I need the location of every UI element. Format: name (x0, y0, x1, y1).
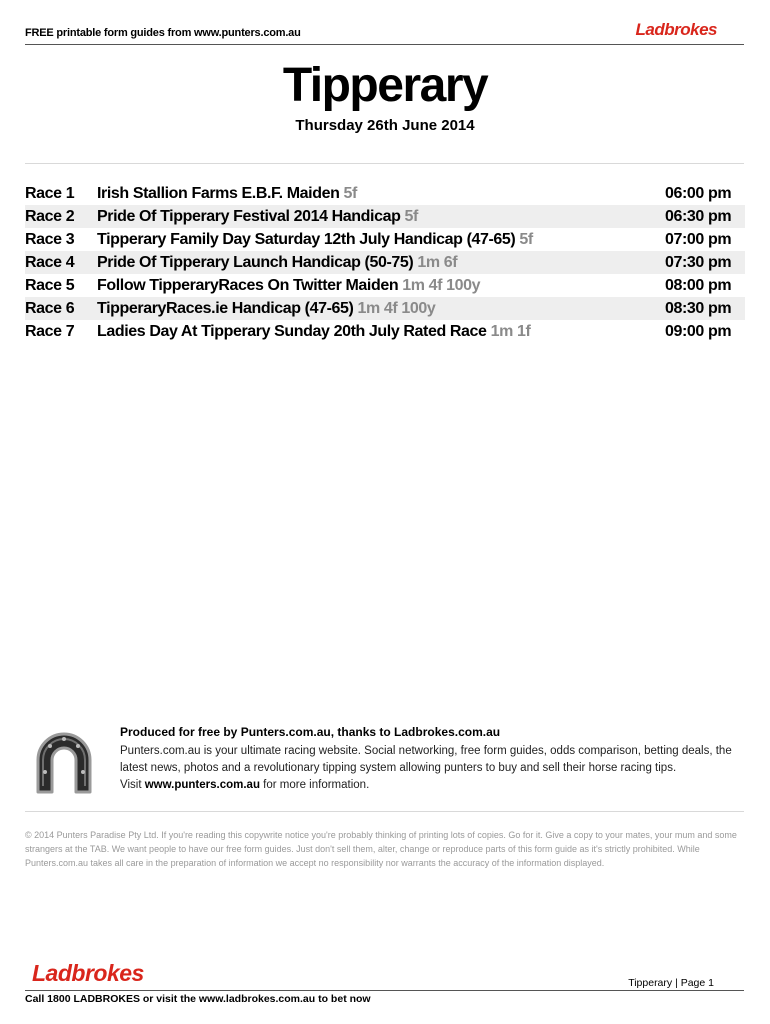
promo-body: Punters.com.au is your ultimate racing website. Social networking, free form guides, odds comparison, betting deals, the latest news, photos and a revolutionary tipping system allowing punters to buy and sell their horse racing tips. (120, 745, 732, 774)
race-row (25, 320, 745, 343)
copyright-notice: © 2014 Punters Paradise Pty Ltd. If you're reading this copywrite notice you're probably thinking of printing lots of copies. Go for it. Give a copy to your mates, your mum and some strangers at the TAB. We want people to have our free form guides. Just don't sell them, alter, change or reproduce parts of this form guide as it's strictly prohibited. While Punters.com.au takes all care in the preparation of information we accept no responsibility nor warrants the accuracy of the information displayed. (25, 830, 737, 868)
promo-text (120, 743, 745, 794)
promo-visit-suffix: for more information. (263, 779, 370, 791)
promo-divider (25, 811, 744, 812)
race-time: 08:00 pm (665, 276, 732, 294)
race-time: 06:00 pm (665, 184, 732, 202)
race-number: Race 1 (25, 184, 75, 202)
race-list (25, 182, 745, 343)
race-row (25, 297, 745, 320)
race-time: 08:30 pm (665, 299, 732, 317)
race-name-cell (97, 185, 665, 203)
race-name-cell (97, 323, 665, 341)
race-distance: 5f (519, 230, 533, 248)
race-number: Race 2 (25, 207, 75, 225)
race-name: TipperaryRaces.ie Handicap (47-65) (97, 299, 354, 317)
race-distance: 5f (404, 207, 418, 225)
race-name-cell (97, 254, 665, 272)
race-time: 07:00 pm (665, 230, 732, 248)
race-name: Pride Of Tipperary Launch Handicap (50-75) (97, 253, 414, 271)
footer-divider (25, 990, 744, 991)
ladbrokes-logo-top: Ladbrokes (635, 20, 717, 39)
race-distance: 1m 4f 100y (402, 276, 481, 294)
title-divider (25, 163, 744, 164)
race-number: Race 6 (25, 299, 75, 317)
punters-link[interactable]: www.punters.com.au (144, 779, 260, 791)
race-row (25, 251, 745, 274)
meeting-date: Thursday 26th June 2014 (295, 117, 475, 134)
race-distance: 1m 1f (490, 322, 531, 340)
ladbrokes-logo-bottom: Ladbrokes (32, 960, 144, 986)
page-number: Tipperary | Page 1 (628, 977, 714, 989)
race-row (25, 182, 745, 205)
race-name-cell (97, 231, 665, 249)
race-number: Race 7 (25, 322, 75, 340)
header-note: FREE printable form guides from www.punters.com.au (25, 27, 301, 39)
race-row (25, 274, 745, 297)
race-distance: 5f (343, 184, 357, 202)
meeting-title: Tipperary (282, 59, 488, 112)
promo-visit-prefix: Visit (120, 779, 142, 791)
race-distance: 1m 6f (417, 253, 458, 271)
race-name-cell (97, 208, 665, 226)
race-name: Ladies Day At Tipperary Sunday 20th July Rated Race (97, 322, 487, 340)
horseshoe-icon (24, 720, 104, 802)
promo-title: Produced for free by Punters.com.au, thanks to Ladbrokes.com.au (120, 725, 501, 739)
call-to-action: Call 1800 LADBROKES or visit the www.ladbrokes.com.au to bet now (25, 993, 371, 1005)
race-time: 07:30 pm (665, 253, 732, 271)
race-number: Race 5 (25, 276, 75, 294)
race-name: Follow TipperaryRaces On Twitter Maiden (97, 276, 399, 294)
race-number: Race 3 (25, 230, 75, 248)
header-divider (25, 44, 744, 45)
race-name: Tipperary Family Day Saturday 12th July Handicap (47-65) (97, 230, 516, 248)
race-row (25, 228, 745, 251)
race-time: 06:30 pm (665, 207, 732, 225)
race-number: Race 4 (25, 253, 75, 271)
race-row (25, 205, 745, 228)
race-distance: 1m 4f 100y (357, 299, 436, 317)
race-name-cell (97, 277, 665, 295)
race-name-cell (97, 300, 665, 318)
race-name: Pride Of Tipperary Festival 2014 Handicap (97, 207, 401, 225)
race-name: Irish Stallion Farms E.B.F. Maiden (97, 184, 340, 202)
race-time: 09:00 pm (665, 322, 732, 340)
